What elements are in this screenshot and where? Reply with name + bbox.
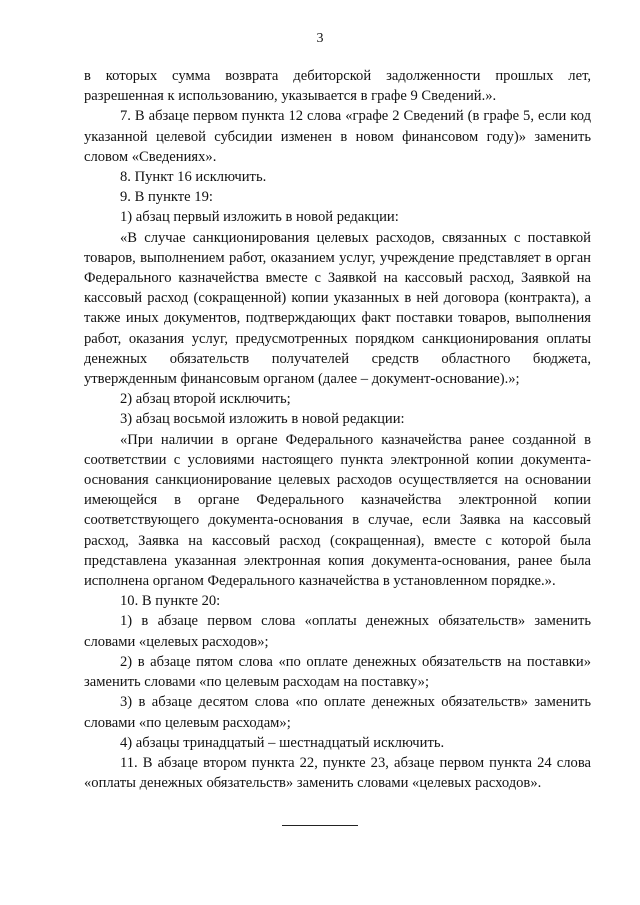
paragraph: 2) в абзаце пятом слова «по оплате денежных обязательств на поставки» заменить словами «по целевым расходам на поставку»; bbox=[84, 653, 591, 691]
paragraph: 3) абзац восьмой изложить в новой редакции: bbox=[120, 411, 405, 428]
document-body bbox=[84, 66, 591, 793]
end-divider-line bbox=[282, 825, 358, 826]
paragraph: 2) абзац второй исключить; bbox=[120, 391, 291, 408]
paragraph: 11. В абзаце втором пункта 22, пункте 23, абзаце первом пункта 24 слова «оплаты денежных обязательств» заменить словами «целевых расходов». bbox=[84, 754, 591, 792]
paragraph: 10. В пункте 20: bbox=[120, 593, 221, 610]
paragraph: «При наличии в органе Федерального казначейства ранее созданной в соответствии с условиями настоящего пункта электронной копии документа-основания санкционирование целевых расходов осуществляется на основании имеющейся в органе Федерального казначейства электронной копии соответствующего документа-основания в случае, если Заявка на кассовый расход, Заявка на кассовый расход (сокращенная), вместе с которой была представлена указанная электронная копия документа-основания, ранее была исполнена органом Федерального казначейства в установленном порядке.». bbox=[84, 431, 591, 590]
paragraph: в которых сумма возврата дебиторской задолженности прошлых лет, разрешенная к использованию, указывается в графе 9 Сведений.». bbox=[84, 68, 591, 105]
page-number: 3 bbox=[316, 31, 324, 46]
paragraph: 7. В абзаце первом пункта 12 слова «графе 2 Сведений (в графе 5, если код указанной целевой субсидии изменен в новом финансовом году)» заменить словом «Сведениях». bbox=[84, 108, 591, 165]
paragraph: 8. Пункт 16 исключить. bbox=[120, 169, 267, 186]
paragraph: 9. В пункте 19: bbox=[120, 189, 213, 206]
paragraph: 4) абзацы тринадцатый – шестнадцатый исключить. bbox=[120, 734, 445, 751]
paragraph: 1) абзац первый изложить в новой редакции: bbox=[120, 209, 399, 226]
paragraph: 3) в абзаце десятом слова «по оплате денежных обязательств» заменить словами «по целевым расходам»; bbox=[84, 694, 591, 731]
paragraph: «В случае санкционирования целевых расходов, связанных с поставкой товаров, выполнением работ, оказанием услуг, учреждение представляет в орган Федерального казначейства вместе с Заявкой на кассовый расход, Заявкой на кассовый расход (сокращенной) копии указанных в ней договора (контракта), а также иных документов, подтверждающих факт поставки товаров, выполнения работ, оказания услуг, предусмотренных порядком санкционирования оплаты денежных обязательств получателей средств областного бюджета, утвержденным финансовым органом (далее – документ-основание).»; bbox=[84, 229, 591, 388]
paragraph: 1) в абзаце первом слова «оплаты денежных обязательств» заменить словами «целевых расходов»; bbox=[84, 613, 591, 650]
